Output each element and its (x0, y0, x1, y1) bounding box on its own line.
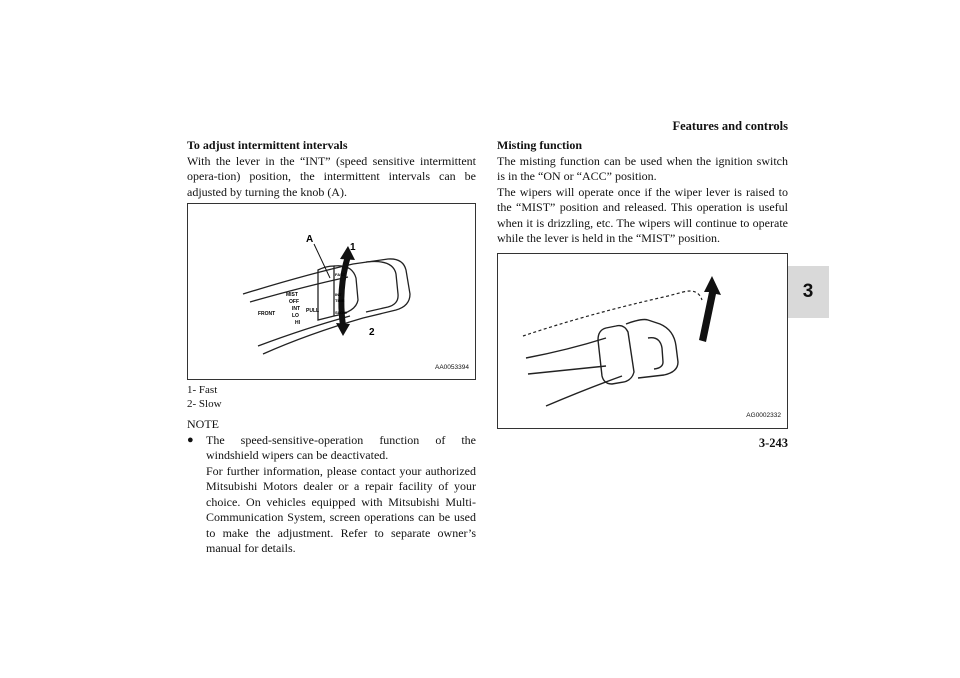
lever-label-mist: MIST (286, 292, 298, 298)
wiper-knob-illustration (188, 204, 475, 379)
lever-label-front: FRONT (258, 311, 276, 317)
note-item (187, 433, 476, 557)
page-number: 3-243 (758, 436, 788, 450)
lever-label-int: INT (292, 306, 301, 312)
legend-item (187, 384, 476, 398)
note-label: NOTE (187, 417, 219, 431)
fast-callout-1: 1 (350, 242, 356, 253)
right-column (497, 138, 788, 429)
bullet-icon: ● (187, 433, 194, 446)
figure-legend (187, 384, 476, 411)
intermittent-intro-paragraph: With the lever in the “INT” (speed sensitive intermittent opera-tion) position, the intermittent intervals can be adjusted by turning the knob (A). (187, 153, 476, 199)
knob-label-fast: FAST (335, 272, 346, 277)
knob-label-int: INT (335, 292, 342, 297)
chapter-tab (787, 266, 829, 318)
knob-label-a: A (306, 234, 314, 245)
figure-code: AG0002332 (746, 412, 781, 419)
chapter-tab-number: 3 (802, 281, 814, 302)
wiper-knob-figure (187, 203, 476, 380)
section-heading-intermittent: To adjust intermittent intervals (187, 138, 348, 152)
legend-number: 1- (187, 384, 197, 396)
lever-label-lo: LO (292, 313, 299, 319)
note-body (206, 433, 476, 557)
note-line-1: The speed-sensitive-operation function of the windshield wipers can be deactivated. (206, 432, 476, 462)
lever-label-hi: HI (295, 320, 300, 326)
page-header-title: Features and controls (672, 119, 788, 133)
misting-paragraph-1: The misting function can be used when the ignition switch is in the “ON or “ACC” position. (497, 153, 788, 183)
knob-label-time: TIME (335, 298, 345, 303)
slow-callout-2: 2 (369, 327, 375, 338)
mist-lever-figure (497, 253, 788, 429)
misting-paragraph-2: The wipers will operate once if the wiper lever is raised to the “MIST” position and released. This operation is useful when it is drizzling, etc. The wipers will continue to operate while the lever is held in the “MIST” position. (497, 184, 788, 245)
legend-number: 2- (187, 397, 197, 410)
legend-item (187, 398, 476, 412)
lever-label-pull: PULL (306, 308, 320, 314)
legend-text: Slow (198, 397, 222, 410)
note-line-2: For further information, please contact your authorized Mitsubishi Motors dealer or a repair facility of your choice. On vehicles equipped with Mitsubishi Multi-Communication System, screen operations can be used to make the adjustment. Refer to separate owner’s manual for details. (206, 463, 476, 555)
left-column (187, 138, 476, 557)
mist-lever-illustration (498, 254, 787, 428)
section-heading-misting: Misting function (497, 138, 583, 152)
legend-text: Fast (198, 384, 218, 396)
lever-label-off: OFF (289, 299, 299, 305)
figure-code: AA0053394 (435, 363, 469, 371)
knob-label-slow: SLOW (335, 310, 347, 315)
